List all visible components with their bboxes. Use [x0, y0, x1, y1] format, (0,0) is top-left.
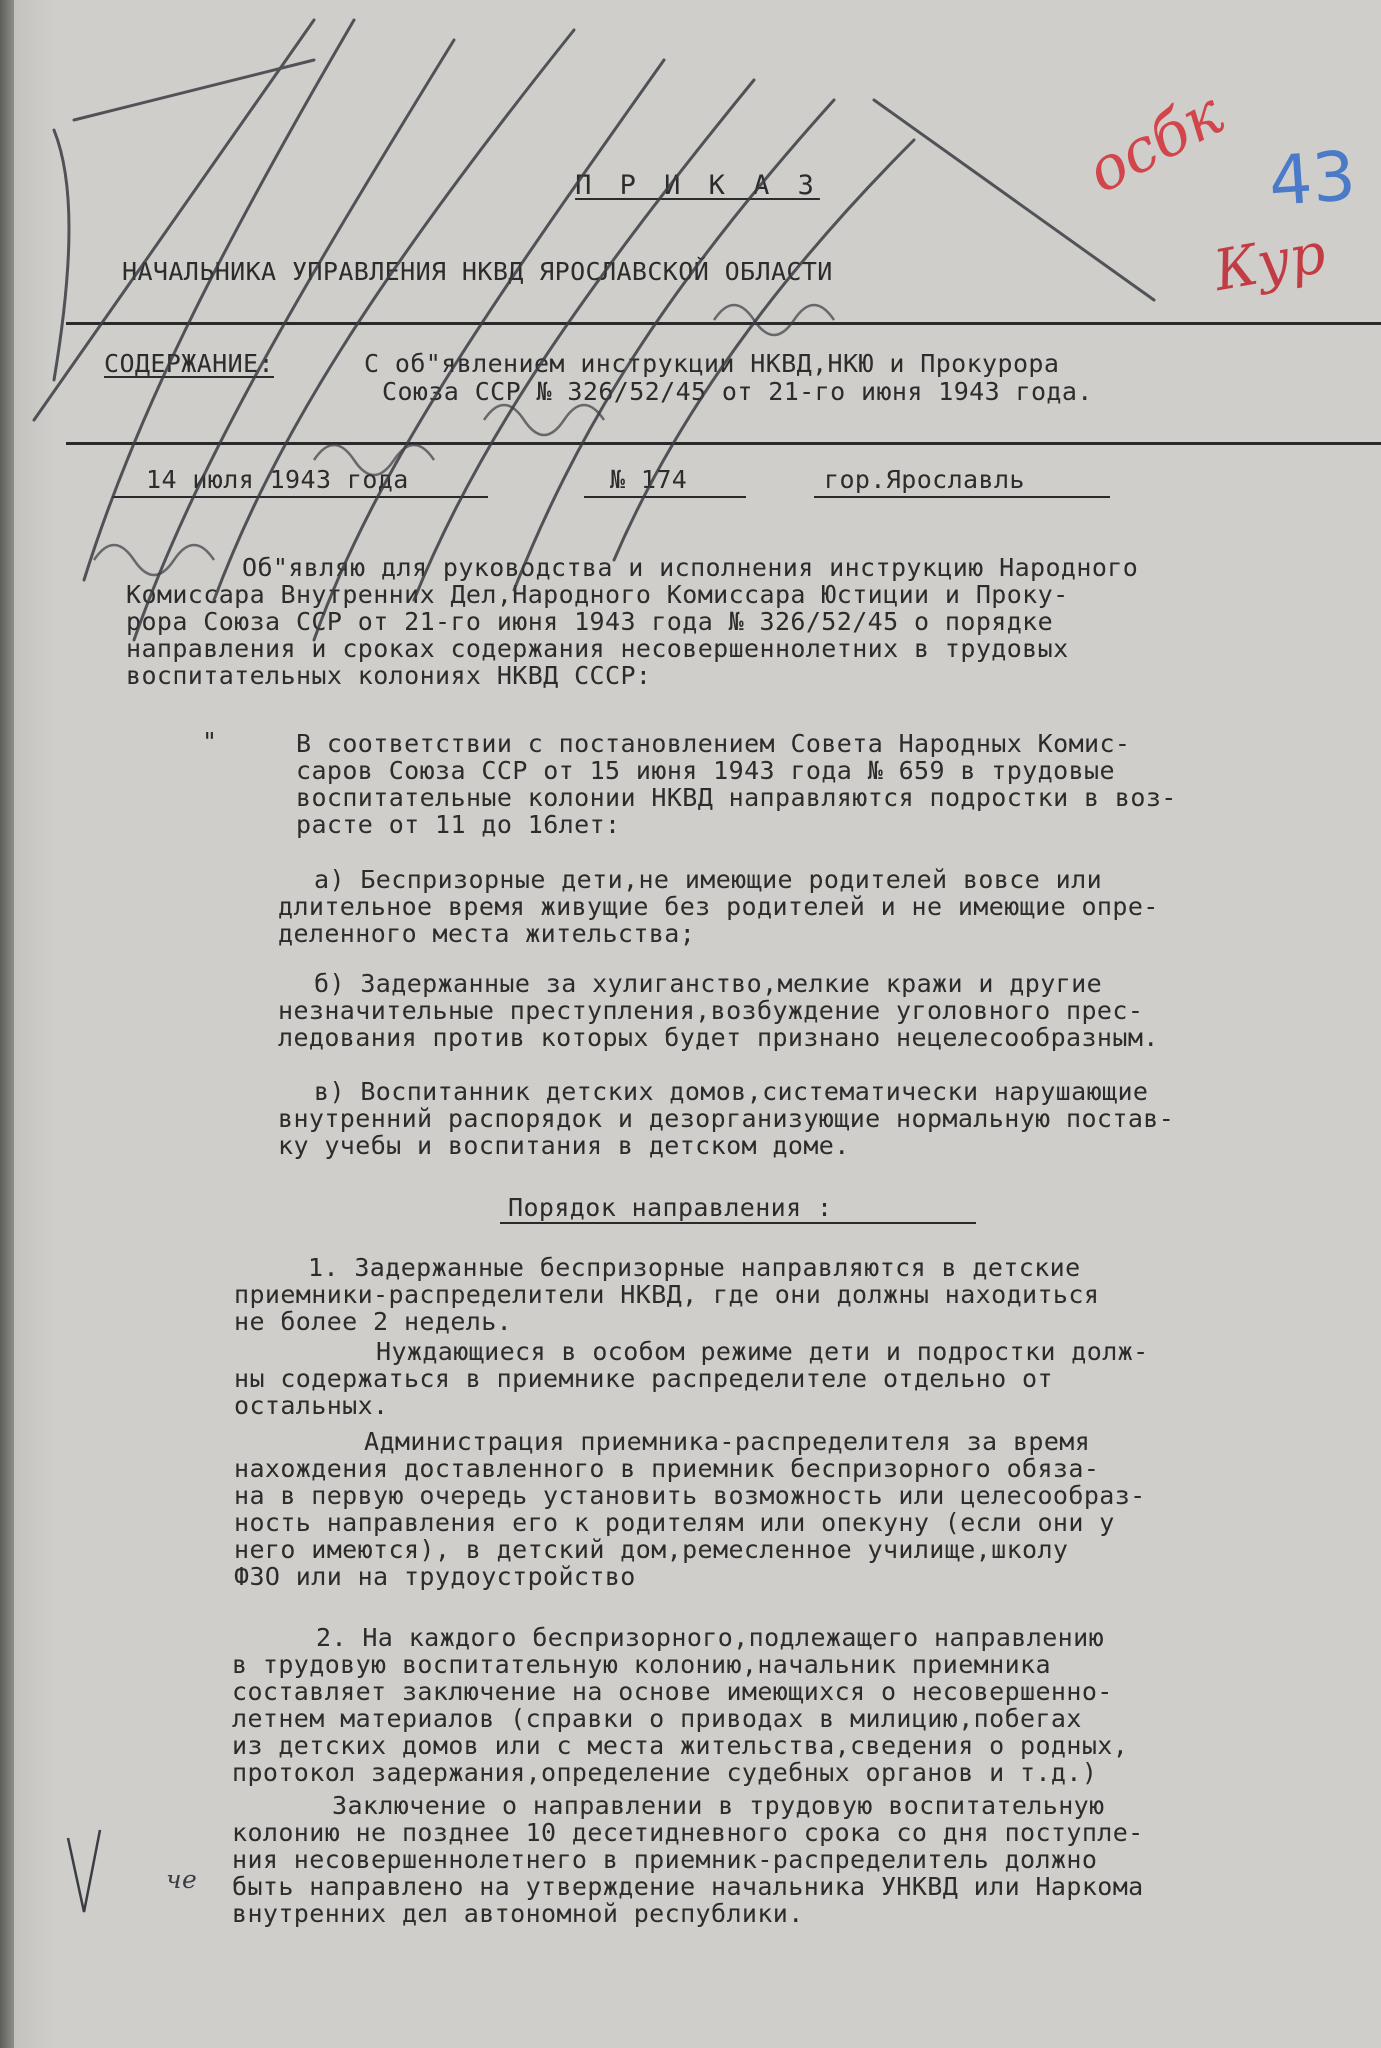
- item-b-line-2: незначительные преступления,возбуждение уголовного прес-: [278, 996, 1144, 1025]
- item-b-line-3: ледования против которых будет признано нецелесообразным.: [278, 1023, 1159, 1052]
- red-pencil-note: осбк: [1075, 78, 1235, 208]
- p2b-line-3: ния несовершеннолетнего в приемник-распределитель должно: [232, 1845, 1098, 1874]
- content-label: СОДЕРЖАНИЕ:: [104, 349, 274, 378]
- blue-pencil-number: 43: [1266, 137, 1359, 222]
- item-c-line-3: ку учебы и воспитания в детском доме.: [278, 1131, 850, 1160]
- intro-line-5: воспитательных колониях НКВД СССР:: [126, 661, 652, 690]
- handwritten-resolution: [14, 0, 1381, 2048]
- p1-line-2: приемники-распределители НКВД, где они должны находиться: [234, 1280, 1100, 1309]
- p1c-line-6: ФЗО или на трудоустройство: [234, 1562, 636, 1591]
- quote-mark: ": [202, 727, 218, 756]
- p1b-line-1: Нуждающиеся в особом режиме дети и подростки долж-: [376, 1337, 1149, 1366]
- section-title: Порядок направления :: [508, 1193, 833, 1222]
- p2-line-6: протокол задержания,определение судебных органов и т.д.): [232, 1758, 1098, 1787]
- p1c-line-1: Администрация приемника-распределителя за время: [364, 1427, 1091, 1456]
- p1-line-3: не более 2 недель.: [234, 1307, 513, 1336]
- order-number: № 174: [610, 465, 688, 494]
- document-title: П Р И К А З: [575, 170, 820, 201]
- p2-line-3: составляет заключение на основе имеющихся о несовершенно-: [232, 1677, 1113, 1706]
- red-pencil-note-2: Кур: [1209, 220, 1331, 305]
- item-c-line-2: внутренний распорядок и дезорганизующие нормальную постав-: [278, 1104, 1175, 1133]
- p2b-line-4: быть направлено на утверждение начальника УНКВД или Наркома: [232, 1872, 1144, 1901]
- order-city: гор.Ярославль: [824, 465, 1025, 494]
- item-a-line-1: а) Беспризорные дети,не имеющие родителей вовсе или: [314, 865, 1103, 894]
- margin-note: че: [166, 1865, 198, 1894]
- issuer-line: НАЧАЛЬНИКА УПРАВЛЕНИЯ НКВД ЯРОСЛАВСКОЙ ОБЛАСТИ: [122, 257, 833, 286]
- p1b-line-3: остальных.: [234, 1391, 389, 1420]
- quote-line-3: воспитательные колонии НКВД направляются подростки в воз-: [296, 783, 1177, 812]
- intro-line-1: Об"являю для руководства и исполнения инструкцию Народного: [242, 553, 1139, 582]
- p1c-line-2: нахождения доставленного в приемник беспризорного обяза-: [234, 1454, 1100, 1483]
- p2-line-4: летнем материалов (справки о приводах в милицию,побегах: [232, 1704, 1082, 1733]
- document-page: [14, 0, 1381, 2048]
- p1c-line-3: на в первую очередь установить возможность или целесообраз-: [234, 1481, 1146, 1510]
- p1c-line-5: него имеются), в детский дом,ремесленное училище,школу: [234, 1535, 1069, 1564]
- p1-line-1: 1. Задержанные беспризорные направляются в детские: [308, 1253, 1081, 1282]
- content-line-2: Союза ССР № 326/52/45 от 21-го июня 1943 года.: [382, 377, 1093, 406]
- p2b-line-1: Заключение о направлении в трудовую воспитательную: [332, 1791, 1105, 1820]
- intro-line-2: Комиссара Внутренних Дел,Народного Комиссара Юстиции и Проку-: [126, 580, 1069, 609]
- quote-line-4: расте от 11 до 16лет:: [296, 810, 621, 839]
- content-line-1: С об"явлением инструкции НКВД,НКЮ и Прокурора: [364, 349, 1060, 378]
- quote-line-2: саров Союза ССР от 15 июня 1943 года № 659 в трудовые: [296, 756, 1115, 785]
- p2b-line-2: колонию не позднее 10 десетидневного срока со дня поступле-: [232, 1818, 1144, 1847]
- intro-line-4: направления и сроках содержания несовершеннолетних в трудовых: [126, 634, 1069, 663]
- p1c-line-4: ность направления его к родителям или опекуну (если они у: [234, 1508, 1115, 1537]
- item-a-line-2: длительное время живущие без родителей и не имеющие опре-: [278, 892, 1159, 921]
- intro-line-3: рора Союза ССР от 21-го июня 1943 года № 326/52/45 о порядке: [126, 607, 1054, 636]
- check-mark: [68, 1830, 100, 1912]
- p1b-line-2: ны содержаться в приемнике распределителе отдельно от: [234, 1364, 1053, 1393]
- quote-line-1: В соответствии с постановлением Совета Народных Комис-: [296, 729, 1131, 758]
- item-b-line-1: б) Задержанные за хулиганство,мелкие кражи и другие: [314, 969, 1103, 998]
- item-a-line-3: деленного места жительства;: [278, 919, 696, 948]
- item-c-line-1: в) Воспитанник детских домов,систематически нарушающие: [314, 1077, 1149, 1106]
- p2b-line-5: внутренних дел автономной республики.: [232, 1899, 804, 1928]
- order-date: 14 июля 1943 года: [146, 465, 409, 494]
- p2-line-5: из детских домов или с места жительства,сведения о родных,: [232, 1731, 1129, 1760]
- p2-line-2: в трудовую воспитательную колонию,начальник приемника: [232, 1650, 1051, 1679]
- p2-line-1: 2. На каждого беспризорного,подлежащего направлению: [316, 1623, 1105, 1652]
- binding-edge: [0, 0, 14, 2048]
